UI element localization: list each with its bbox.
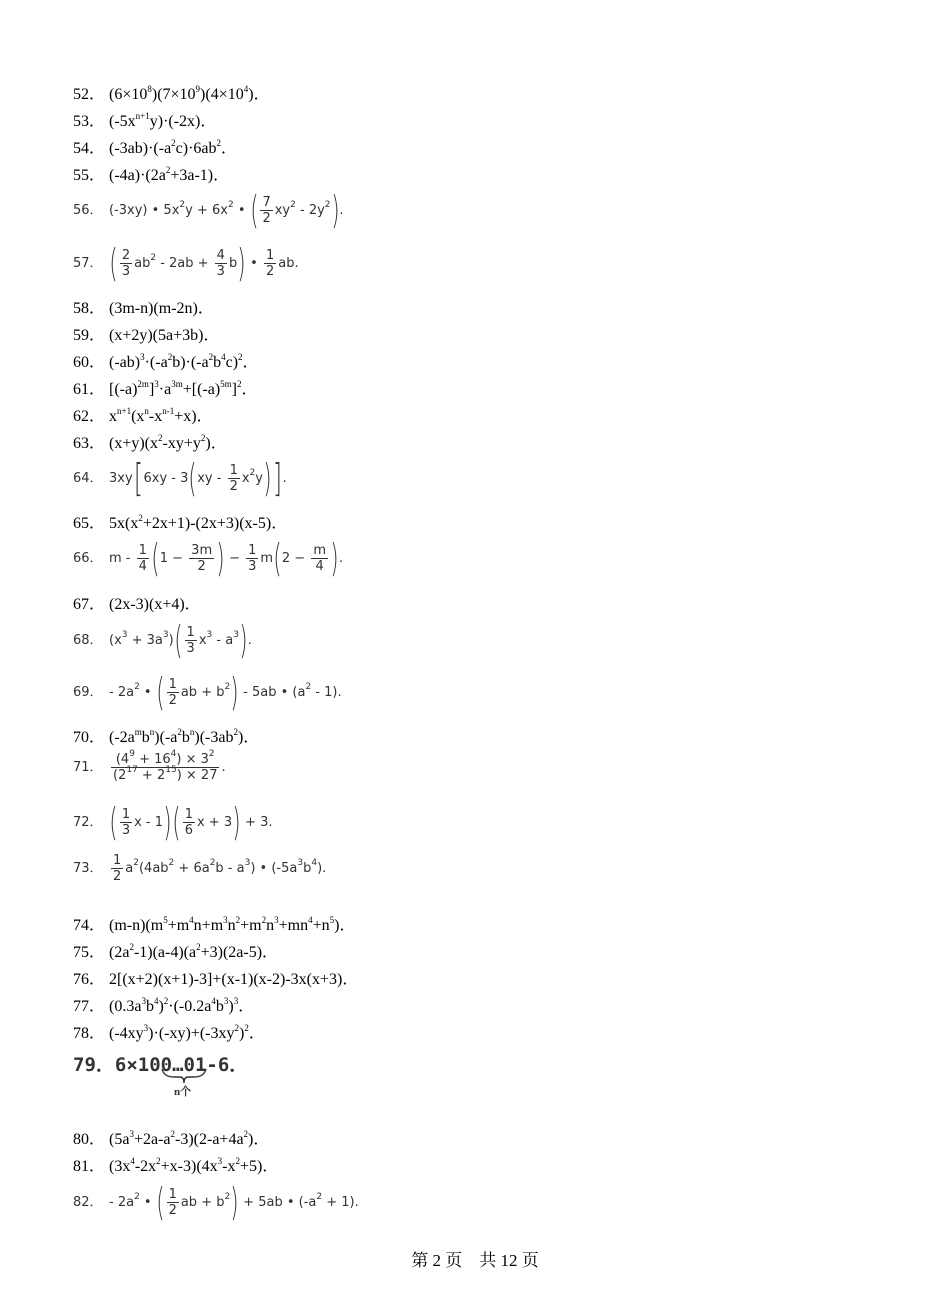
problem-80 (73, 1130, 269, 1150)
problem-number: 57． (73, 255, 103, 271)
problem-expression: (3m-n)(m-2n)． (109, 300, 214, 317)
problem-number: 58． (73, 300, 106, 317)
problem-number: 66． (73, 550, 103, 566)
problem-expression: $(5a^3+2a-a^2-3)(2-a+4a^2)$． (109, 1129, 270, 1148)
problem-expression: $(m-n)(m^5+m^4n+m^3n^2+m^2n^3+mn^4+n^5)$． (109, 915, 356, 934)
problem-62 (73, 407, 213, 427)
problem-56 (73, 190, 343, 230)
problem-number: 75． (73, 944, 106, 961)
problem-number: 72． (73, 814, 103, 830)
problem-expression: $x^{n+1}(x^n-x^{n-1}+x)$． (109, 406, 213, 425)
problem-expression: ( $\frac{1}{3}$ x - 1)( $\frac{1}{6}$ x + 3) + 3. (109, 800, 273, 844)
problem-66 (73, 538, 343, 578)
problem-number: 59． (73, 327, 106, 344)
problem-63 (73, 434, 227, 454)
problem-58 (73, 299, 214, 319)
problem-expression: $\frac{1}{2}$ $a^2(4ab^2 + 6a^2b - a^3)$ • $(-5a^3b^4)$. (113, 853, 327, 884)
problem-number: 77． (73, 998, 106, 1015)
problem-number: 60． (73, 354, 106, 371)
problem-75 (73, 943, 278, 963)
problem-number: 70． (73, 729, 106, 746)
problem-expression: - $2a^2$ • ( $\frac{1}{2}$ ab + $b^2) - 5ab$ • $(a^2 - 1)$. (109, 670, 342, 714)
problem-expression: $(-4xy^3)\cdot(-xy)+(-3xy^2)^2$． (109, 1023, 265, 1042)
problem-55 (73, 166, 229, 186)
problem-74 (73, 916, 355, 936)
problem-68 (73, 620, 252, 660)
problem-number: 65． (73, 515, 106, 532)
problem-expression: $(x^3 + 3a^3)$( $\frac{1}{3}$ $x^3 - a^3$). (109, 618, 252, 662)
problem-59 (73, 326, 219, 346)
problem-number: 54． (73, 140, 106, 157)
problem-64 (73, 458, 287, 498)
problem-number: 61． (73, 381, 106, 398)
problem-expression: (x+2y)(5a+3b)． (109, 327, 220, 344)
problem-70 (73, 728, 259, 748)
problem-expression: 6×100…01-6． (114, 1054, 249, 1076)
problem-60 (73, 353, 259, 373)
problem-number: 52． (73, 86, 106, 103)
problem-expression: ( $\frac{2}{3}$ $ab^2 - 2ab$ + $\frac{4}{3}$ b) • $\frac{1}{2}$ ab. (109, 241, 299, 285)
problem-expression: $(-2a^mb^n)(-a^2b^n)(-3ab^2)$． (109, 727, 260, 746)
problem-expression: $(-ab)^3\cdot(-a^2b)\cdot(-a^2b^4c)^2$． (109, 352, 259, 371)
problem-78 (73, 1024, 265, 1044)
problem-number: 71． (73, 760, 103, 775)
problem-expression: $(-5x^{n+1}y)\cdot(-2x)$． (109, 111, 217, 130)
problem-73 (73, 853, 326, 884)
problem-expression: $(-3ab)\cdot(-a^2c)\cdot 6ab^2$． (109, 138, 238, 157)
problem-expression: $5x(x^2+2x+1)-(2x+3)(x-5)$． (109, 513, 288, 532)
problem-expression: $\frac{(4^9 + 16^4) \times 3^2}{(2^{17} + 2^{15}) \times 27}$ . (113, 749, 226, 783)
problem-number: 53． (73, 113, 106, 130)
problem-number: 81． (73, 1158, 106, 1175)
problem-number: 80． (73, 1131, 106, 1148)
problem-expression: $(x+y)(x^2-xy+y^2)$． (109, 433, 227, 452)
problem-52 (73, 85, 270, 105)
problem-53 (73, 112, 216, 132)
underbrace-label: n个 (174, 1086, 192, 1098)
problem-number: 56． (73, 202, 103, 218)
problem-69 (73, 672, 342, 712)
problem-number: 69． (73, 684, 103, 700)
problem-61 (73, 380, 258, 400)
problem-expression: 2[(x+2)(x+1)-3]+(x-1)(x-2)-3x(x+3)． (109, 971, 359, 988)
problem-expression: $(0.3a^3b^4)^2\cdot(-0.2a^4b^3)^3$． (109, 996, 255, 1015)
problem-82 (73, 1182, 359, 1222)
problem-number: 78． (73, 1025, 106, 1042)
problem-65 (73, 514, 287, 534)
problem-expression: $(2a^2-1)(a-4)(a^2+3)(2a-5)$． (109, 942, 279, 961)
page-footer: 第 2 页 共 12 页 (411, 1251, 539, 1270)
problem-expression: - $2a^2$ • ( $\frac{1}{2}$ ab + $b^2) + 5ab$ • $(-a^2 + 1)$. (109, 1180, 359, 1224)
problem-expression: (2x-3)(x+4)． (109, 596, 201, 613)
problem-number: 79． (73, 1054, 115, 1076)
problem-77 (73, 997, 254, 1017)
problem-71 (73, 749, 226, 783)
problem-number: 74． (73, 917, 106, 934)
problem-54 (73, 139, 237, 159)
problem-number: 68． (73, 632, 103, 648)
problem-81 (73, 1157, 278, 1177)
problem-expression: $(6\times 10^8)(7\times 10^9)(4\times 10^4)$． (109, 84, 270, 103)
problem-expression: 3xy[6xy - 3(xy - $\frac{1}{2}$ $x^2y$)]. (109, 456, 287, 500)
problem-number: 76． (73, 971, 106, 988)
problem-number: 64． (73, 470, 103, 486)
problem-expression: (-3xy) • $5x^2y + 6x^2$ • ( $\frac{7}{2}$ $xy^2 - 2y^2$). (109, 188, 344, 232)
problem-expression: m - $\frac{1}{4}$ (1 − $\frac{3m}{2}$ ) − $\frac{1}{3}$ m(2 − $\frac{m}{4}$ ). (109, 536, 343, 580)
problem-expression: $[(-a)^{2m}]^3\cdot a^{3m}+[(-a)^{5m}]^2$． (109, 379, 258, 398)
problem-number: 73． (73, 861, 103, 876)
problem-expression: $(3x^4-2x^2+x-3)(4x^3-x^2+5)$． (109, 1156, 279, 1175)
problem-67 (73, 595, 201, 615)
problem-number: 55． (73, 167, 106, 184)
problem-76 (73, 970, 358, 990)
problem-number: 63． (73, 435, 106, 452)
problem-expression: $(-4a)\cdot(2a^2+3a-1)$． (109, 165, 230, 184)
problem-number: 62． (73, 408, 106, 425)
problem-number: 82． (73, 1194, 103, 1210)
problem-number: 67． (73, 596, 106, 613)
problem-57 (73, 243, 299, 283)
problem-72 (73, 802, 272, 842)
